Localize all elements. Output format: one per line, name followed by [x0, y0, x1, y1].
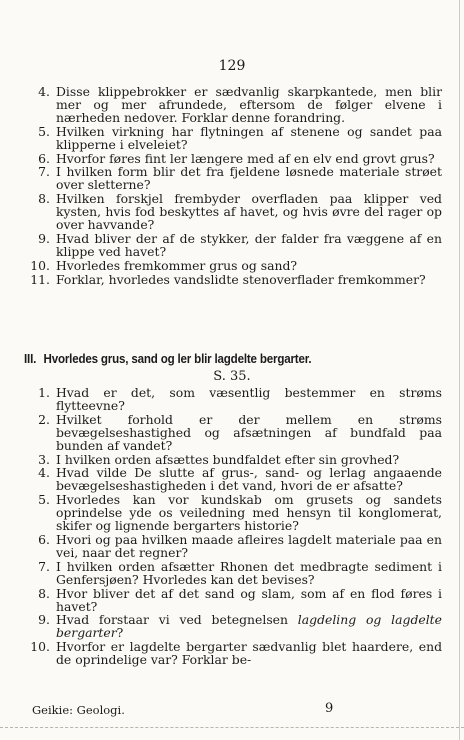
question-text: [56, 614, 442, 640]
question-text: Disse klippebrokker er sædvanlig skarpkantede, men blir mer og mer afrundede, eftersom de følger elvene i nærheden nedover. Forklar denne forandring.: [56, 84, 442, 125]
question-text-end: ?: [116, 625, 124, 641]
question-item: [30, 271, 442, 287]
page-number: 129: [218, 58, 246, 74]
question-text-italic: lagdeling og lagdelte bergarter: [56, 612, 442, 641]
question-number: 9.: [38, 230, 50, 246]
question-item: [30, 531, 442, 560]
question-number: 4.: [38, 84, 50, 99]
section-roman-numeral: III.: [24, 352, 37, 366]
question-text: Forklar, hvorledes vandslidte stenoverflader fremkommer?: [56, 271, 426, 287]
question-text: Hvad er det, som væsentlig bestemmer en strøms flytteevne?: [56, 385, 442, 413]
question-list-1: [30, 86, 442, 288]
question-text: Hvorfor føres fint ler længere med af en elv end grovt grus?: [56, 150, 435, 166]
question-number: 11.: [30, 271, 50, 287]
question-number: 1.: [38, 385, 50, 400]
question-text-plain: Hvad forstaar vi ved betegnelsen: [56, 612, 298, 628]
question-item: [30, 411, 442, 453]
footer-source: Geikie: Geologi.: [32, 703, 125, 717]
question-item: [30, 86, 442, 125]
question-text: Hvilken virkning har flytningen af stenene og sandet paa klipperne i elveleiet?: [56, 123, 442, 152]
question-text: I hvilken form blir det fra fjeldene løsnede materiale strøet over sletterne?: [56, 164, 442, 193]
question-number: 2.: [38, 411, 50, 427]
question-item: [30, 387, 442, 413]
section-subheading: S. 35.: [213, 369, 251, 384]
question-item: [30, 123, 442, 152]
question-item: [30, 467, 442, 493]
question-text: Hvor bliver det af det sand og slam, som af en flod føres i havet?: [56, 585, 442, 614]
signature-mark: 9: [325, 701, 334, 716]
question-text: Hvori og paa hvilken maade afleires lagdelt materiale paa en vei, naar det regner?: [56, 531, 442, 560]
section-heading: [24, 352, 410, 366]
question-number: 5.: [38, 492, 50, 508]
question-number: 5.: [38, 123, 50, 139]
question-number: 10.: [30, 257, 50, 273]
question-number: 8.: [38, 585, 50, 601]
question-item: [30, 585, 442, 614]
question-item: [30, 558, 442, 587]
question-item: [30, 230, 442, 259]
bottom-edge-line: [0, 727, 464, 728]
question-number: 7.: [38, 558, 50, 574]
question-list-2: [30, 387, 442, 668]
question-text: Hvilket forhold er der mellem en strøms bevægelseshastighed og afsætningen af bundfald paa bunden af vandet?: [56, 411, 442, 453]
question-number: 3.: [38, 451, 50, 467]
question-item: [30, 193, 442, 232]
page-footer: [32, 703, 432, 717]
question-number: 7.: [38, 164, 50, 180]
question-item: [30, 257, 442, 273]
question-text: I hvilken orden afsætter Rhonen det medbragte sediment i Genfersjøen? Hvorledes kan det bevises?: [56, 558, 442, 587]
right-edge-line: [459, 0, 460, 740]
question-text: Hvorledes kan vor kundskab om grusets og sandets oprindelse yde os veiledning med hensyn til konglomerat, skifer og lignende bergarters historie?: [56, 492, 442, 534]
question-number: 9.: [38, 612, 50, 628]
question-item: [30, 614, 442, 640]
question-text: I hvilken orden afsættes bundfaldet efter sin grovhed?: [56, 451, 400, 467]
question-number: 8.: [38, 191, 50, 207]
question-text: Hvad bliver der af de stykker, der falder fra væggene af en klippe ved havet?: [56, 230, 442, 259]
question-number: 10.: [30, 639, 50, 655]
question-number: 6.: [38, 531, 50, 547]
section-title: Hvorledes grus, sand og ler blir lagdelte bergarter.: [43, 352, 312, 366]
question-item: [30, 166, 442, 192]
question-text: Hvorfor er lagdelte bergarter sædvanlig blet haardere, end de oprindelige var? Forklar be-: [56, 639, 442, 668]
question-item: [30, 494, 442, 533]
question-text: Hvilken forskjel frembyder overfladen paa klipper ved kysten, hvis fod beskyttes af havet, og hvis øvre del rager op over havvande?: [56, 191, 442, 233]
question-text: Hvorledes fremkommer grus og sand?: [56, 257, 298, 273]
question-number: 6.: [38, 150, 50, 166]
question-number: 4.: [38, 465, 50, 481]
question-item: [30, 641, 442, 667]
question-text: Hvad vilde De slutte af grus-, sand- og lerlag angaaende bevægelseshastigheden i det vand, hvori de er afsatte?: [56, 465, 442, 494]
